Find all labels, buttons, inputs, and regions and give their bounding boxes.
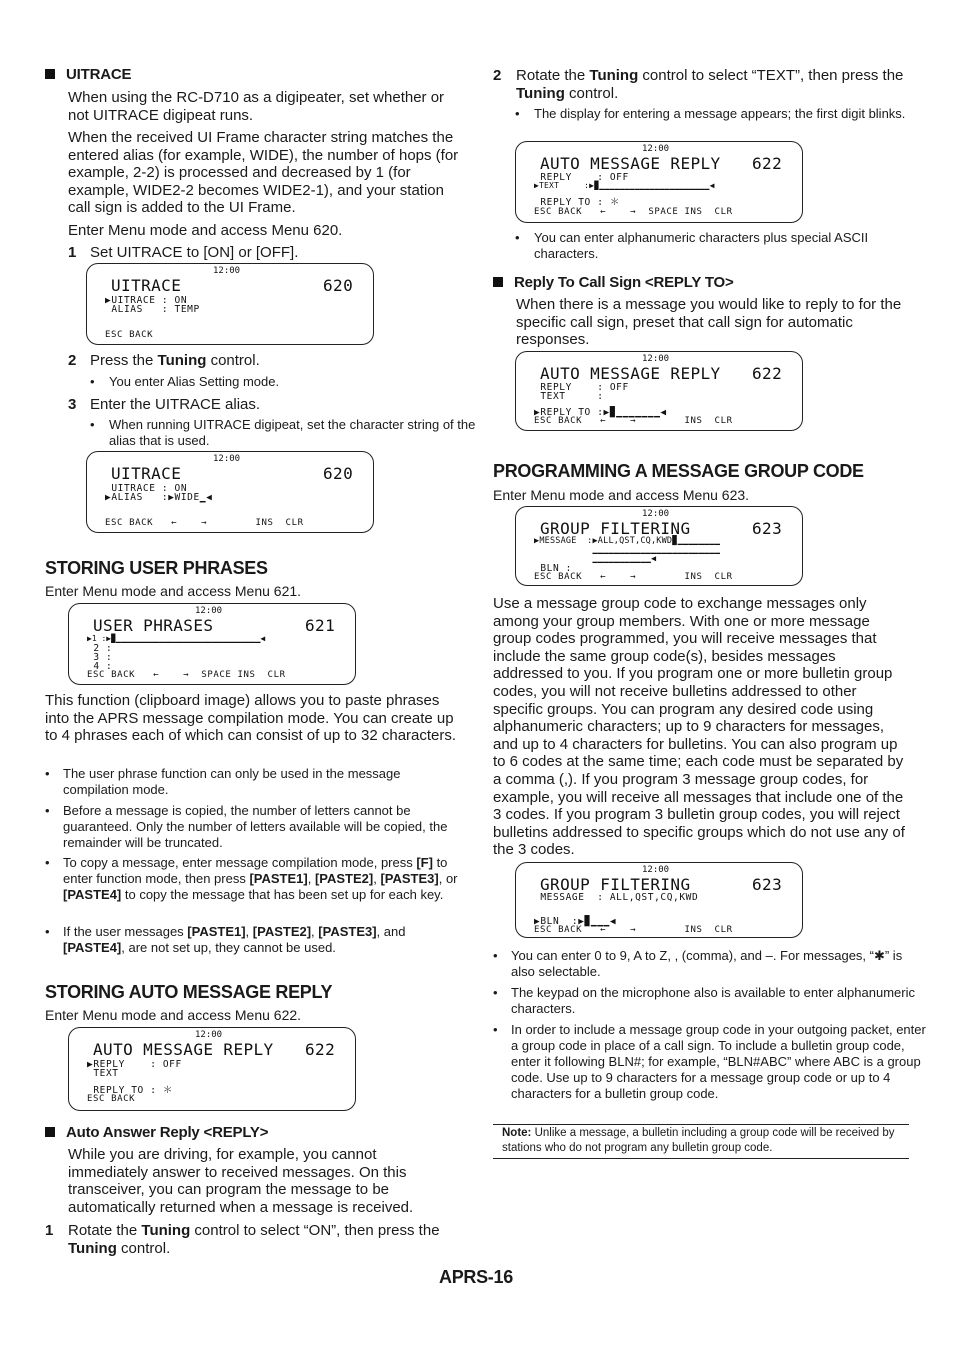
bullet-text: You enter Alias Setting mode. <box>109 374 280 389</box>
uitrace-heading-text: UITRACE <box>66 66 132 83</box>
lcd-footer: ESC BACK ← → INS CLR <box>105 518 304 528</box>
lcd-title: GROUP FILTERING <box>540 875 691 894</box>
step-text-bold: Tuning <box>68 1239 117 1257</box>
step-text-bold: Tuning <box>589 67 639 84</box>
lcd-title: GROUP FILTERING <box>540 519 691 538</box>
bullet-text: When running UITRACE digipeat, set the character string of the alias that is used. <box>109 417 476 448</box>
lcd-footer: ESC BACK ← → INS CLR <box>534 925 733 935</box>
uitrace-heading <box>45 66 131 83</box>
lcd-time: 12:00 <box>195 1030 223 1040</box>
lcd-line: REPLY : OFF <box>534 172 629 183</box>
lcd-line: ▶TEXT :▶▉▁▁▁▁▁▁▁▁▁▁▁▁▁▁▁▁▁▁▁▁▁▁◀ <box>534 181 715 190</box>
step-number: 2 <box>68 352 77 369</box>
lcd-line: ▶REPLY : OFF <box>87 1059 182 1070</box>
section-title-group-code: PROGRAMMING A MESSAGE GROUP CODE <box>493 461 864 481</box>
lcd-auto-reply-1 <box>68 1027 356 1111</box>
bullet-text: to copy the message that has been set up for each key. <box>121 887 444 902</box>
step-text-bold: Tuning <box>157 352 207 369</box>
lcd-line: REPLY : OFF <box>534 382 629 393</box>
group-bullet-2 <box>493 985 929 1017</box>
phrases-bullet-2 <box>45 803 463 851</box>
key-label: [PASTE3] <box>318 924 377 939</box>
lcd-time: 12:00 <box>642 865 670 875</box>
phrases-bullet-3 <box>45 855 463 903</box>
bullet-icon: • <box>493 985 498 1000</box>
bullet-text: , <box>307 871 315 886</box>
lcd-line: TEXT <box>87 1068 119 1079</box>
step-number: 1 <box>68 244 77 261</box>
bullet-icon: • <box>493 948 498 963</box>
step-text: Rotate the <box>516 67 590 84</box>
lcd-menu-number: 622 <box>752 154 783 173</box>
lcd-title: AUTO MESSAGE REPLY <box>93 1040 274 1059</box>
lcd-menu-number: 620 <box>323 464 354 483</box>
step-text: Rotate the <box>68 1222 142 1239</box>
key-label: [PASTE1] <box>249 871 308 886</box>
step-text: control. <box>206 352 260 369</box>
lcd-menu-number: 622 <box>305 1040 336 1059</box>
square-bullet-icon <box>493 277 503 287</box>
right-bullet-ascii <box>515 230 929 262</box>
autoreply-intro: Enter Menu mode and access Menu 622. <box>45 1007 302 1023</box>
lcd-footer: ESC BACK ← → INS CLR <box>534 416 733 426</box>
lcd-line: ALIAS : TEMP <box>105 304 200 315</box>
lcd-uitrace-1 <box>86 263 374 345</box>
key-label: [F] <box>416 855 433 870</box>
key-label: [PASTE2] <box>252 924 312 939</box>
step-number: 1 <box>45 1222 54 1239</box>
step-text: control. <box>564 84 619 102</box>
step-text-bold: Tuning <box>141 1222 191 1239</box>
bullet-text: , <box>373 871 381 886</box>
bullet-text: to enter function mode, then press <box>63 855 448 886</box>
note-top-rule <box>493 1124 909 1125</box>
lcd-footer: ESC BACK <box>87 1094 136 1104</box>
reply-to-heading-text: Reply To Call Sign <REPLY TO> <box>514 274 734 291</box>
note-box <box>502 1126 907 1155</box>
step-text: Enter the UITRACE alias. <box>90 396 261 413</box>
bullet-text: You can enter alphanumeric characters plus special ASCII characters. <box>534 230 869 261</box>
lcd-line: 2 : <box>87 643 113 654</box>
lcd-time: 12:00 <box>642 509 670 519</box>
uitrace-p1: When using the RC-D710 as a digipeater, set whether or not UITRACE digipeat runs. <box>68 89 445 124</box>
lcd-uitrace-2 <box>86 451 374 533</box>
lcd-title: AUTO MESSAGE REPLY <box>540 364 721 383</box>
lcd-line: ▶BLN :▶▉▁▁▁◀ <box>534 916 617 927</box>
bullet-text: , <box>245 924 253 939</box>
key-label: [PASTE4] <box>63 887 122 902</box>
lcd-line: ▁▁▁▁▁▁▁▁▁▁▁▁▁▁▁▁▁▁▁▁▁▁▁▁ <box>534 545 721 555</box>
lcd-line: ▶ALIAS :▶WIDE▁◀ <box>105 492 213 503</box>
bullet-icon: • <box>90 374 95 389</box>
uitrace-step-3-bullet <box>90 417 479 449</box>
lcd-auto-reply-3 <box>515 351 803 431</box>
right-step-2 <box>493 67 936 102</box>
auto-answer-step-1 <box>45 1222 478 1257</box>
lcd-line: ▶REPLY TO :▶▉▁▁▁▁▁▁▁◀ <box>534 407 667 418</box>
step-text: control. <box>116 1239 171 1257</box>
group-p: Use a message group code to exchange messages only among your group members. With one or more message group codes programmed, you will receive messages that include the same group code(s), besides messages addressed to you. If you program one or more bulletin group codes, you will not receive bulletins addressed to other specific groups. You can program any desired code using alphanumeric characters; up to 9 characters for messages, and up to 4 characters for bulletins. You can also program up to 6 codes at the same time; each code must be separated by a comma (,). If you program 3 message group codes, for example, you will receive all messages that include one of the 3 codes. If you program 3 bulletin group codes, you will reject bulletins addressed to specific groups which do not use any of the 3 codes. <box>493 595 905 859</box>
step-text: Press the <box>90 352 158 369</box>
bullet-text: To copy a message, enter message compilation mode, press <box>63 855 417 870</box>
bullet-icon: • <box>45 766 50 781</box>
square-bullet-icon <box>45 1127 55 1137</box>
section-title-auto-reply: STORING AUTO MESSAGE REPLY <box>45 982 333 1002</box>
lcd-menu-number: 623 <box>752 875 783 894</box>
lcd-time: 12:00 <box>642 354 670 364</box>
phrases-bullet-1 <box>45 766 463 798</box>
bullet-icon: • <box>90 417 95 432</box>
reply-to-p: When there is a message you would like to reply to for the specific call sign, preset that call sign for automatic responses. <box>516 296 902 349</box>
bullet-text: If the user messages <box>63 924 188 939</box>
note-bottom-rule <box>493 1158 909 1159</box>
lcd-time: 12:00 <box>195 606 223 616</box>
note-text: Unlike a message, a bulletin including a group code will be received by stations who do not program any bulletin group code. <box>502 1127 895 1154</box>
auto-answer-heading <box>45 1124 268 1141</box>
lcd-footer: ESC BACK ← → SPACE INS CLR <box>534 207 733 217</box>
step-number: 2 <box>493 67 502 84</box>
step-text: Set UITRACE to [ON] or [OFF]. <box>90 244 299 261</box>
lcd-title: UITRACE <box>111 276 182 295</box>
step-text: control to select “ON”, then press the <box>190 1222 440 1239</box>
step-text-bold: Tuning <box>516 84 565 102</box>
lcd-line: REPLY TO : ＊ <box>87 1085 173 1096</box>
lcd-footer: ESC BACK <box>105 330 154 340</box>
bullet-icon: • <box>45 855 50 870</box>
uitrace-step-2 <box>68 352 463 370</box>
lcd-line: MESSAGE : ALL,QST,CQ,KWD <box>534 892 699 903</box>
bullet-icon: • <box>45 803 50 818</box>
lcd-user-phrases <box>68 603 356 685</box>
group-bullet-1 <box>493 948 929 980</box>
bullet-icon: • <box>515 106 520 121</box>
bullet-text: You can enter 0 to 9, A to Z, , (comma), and –. For messages, “✱” is also selectable. <box>511 948 903 979</box>
uitrace-step-1 <box>68 244 463 262</box>
key-label: [PASTE4] <box>63 940 122 955</box>
group-intro: Enter Menu mode and access Menu 623. <box>493 487 750 503</box>
lcd-group-filtering-2 <box>515 862 803 938</box>
uitrace-p2: When the received UI Frame character string matches the entered alias (for example, WIDE), the number of hops (for example, 2-2) is processed and decreased by 1 (for example, WIDE2-2 becomes WIDE2-1), and your station call sign is added to the UI Frame. <box>68 129 459 217</box>
lcd-title: UITRACE <box>111 464 182 483</box>
lcd-line: ▁▁▁▁▁▁▁▁▁▁▁◀ <box>534 554 657 564</box>
bullet-text: Before a message is copied, the number of letters cannot be guaranteed. Only the number of letters available will be copied, the remainder will be truncated. <box>63 803 448 850</box>
lcd-title: AUTO MESSAGE REPLY <box>540 154 721 173</box>
bullet-text: The keypad on the microphone also is available to enter alphanumeric characters. <box>511 985 915 1016</box>
lcd-line: UITRACE : ON <box>105 483 188 494</box>
lcd-line: ▶1 :▶▉▁▁▁▁▁▁▁▁▁▁▁▁▁▁▁▁▁▁▁▁▁▁▁▁▁▁▁▁▁▁◀ <box>87 634 266 643</box>
lcd-line: TEXT : <box>534 391 604 402</box>
bullet-icon: • <box>493 1022 498 1037</box>
bullet-icon: • <box>515 230 520 245</box>
phrases-p1: This function (clipboard image) allows you to paste phrases into the APRS message compilation mode. You can create up to 4 phrases each of which can consist of up to 32 characters. <box>45 692 457 745</box>
key-label: [PASTE2] <box>314 871 374 886</box>
phrases-bullet-4 <box>45 924 463 956</box>
lcd-menu-number: 622 <box>752 364 783 383</box>
auto-answer-p: While you are driving, for example, you cannot immediately answer to received messages. On this transceiver, you can program the message to be automatically returned when a message is received. <box>68 1146 414 1216</box>
lcd-footer: ESC BACK ← → SPACE INS CLR <box>87 670 286 680</box>
lcd-line: 3 : <box>87 652 113 663</box>
lcd-menu-number: 621 <box>305 616 336 635</box>
lcd-line: 4 : <box>87 661 113 672</box>
lcd-time: 12:00 <box>213 454 241 464</box>
right-step-2-bullet <box>515 106 929 122</box>
lcd-auto-reply-2 <box>515 141 803 223</box>
lcd-menu-number: 620 <box>323 276 354 295</box>
lcd-time: 12:00 <box>213 266 241 276</box>
uitrace-p3: Enter Menu mode and access Menu 620. <box>68 222 343 239</box>
auto-answer-heading-text: Auto Answer Reply <REPLY> <box>66 1124 269 1141</box>
lcd-group-filtering-1 <box>515 506 803 586</box>
bullet-text: , or <box>438 871 458 886</box>
bullet-text: The display for entering a message appears; the first digit blinks. <box>534 106 906 121</box>
uitrace-step-3 <box>68 396 463 414</box>
lcd-footer: ESC BACK ← → INS CLR <box>534 572 733 582</box>
lcd-line: REPLY TO : ＊ <box>534 197 620 208</box>
bullet-text: The user phrase function can only be used in the message compilation mode. <box>63 766 401 797</box>
lcd-time: 12:00 <box>642 144 670 154</box>
note-label: Note: <box>502 1127 532 1139</box>
bullet-text: , <box>311 924 319 939</box>
lcd-line: ▶UITRACE : ON <box>105 295 188 306</box>
uitrace-step-2-bullet <box>90 374 479 390</box>
step-number: 3 <box>68 396 77 413</box>
lcd-line: ▶MESSAGE :▶ALL,QST,CQ,KWD▉▁▁▁▁▁▁▁▁ <box>534 536 721 546</box>
bullet-text: In order to include a message group code in your outgoing packet, enter a group code in place of a call sign. To include a bulletin group code, enter it following BLN#; for example, “BLN#ABC” where ABC is a group code. Use up to 9 characters for a message group code or up to 4 characters for a bulletin group code. <box>511 1022 926 1101</box>
square-bullet-icon <box>45 69 55 79</box>
group-bullet-3 <box>493 1022 929 1102</box>
reply-to-heading <box>493 274 734 291</box>
bullet-icon: • <box>45 924 50 939</box>
bullet-text: , are not set up, they cannot be used. <box>121 940 336 955</box>
key-label: [PASTE3] <box>380 871 439 886</box>
page-number: APRS-16 <box>439 1267 513 1287</box>
bullet-text: , and <box>376 924 406 939</box>
lcd-title: USER PHRASES <box>93 616 214 635</box>
step-text: control to select “TEXT”, then press the <box>638 67 904 84</box>
section-title-user-phrases: STORING USER PHRASES <box>45 558 268 578</box>
lcd-menu-number: 623 <box>752 519 783 538</box>
phrases-intro: Enter Menu mode and access Menu 621. <box>45 583 302 599</box>
key-label: [PASTE1] <box>187 924 246 939</box>
lcd-line: BLN : <box>534 563 572 574</box>
